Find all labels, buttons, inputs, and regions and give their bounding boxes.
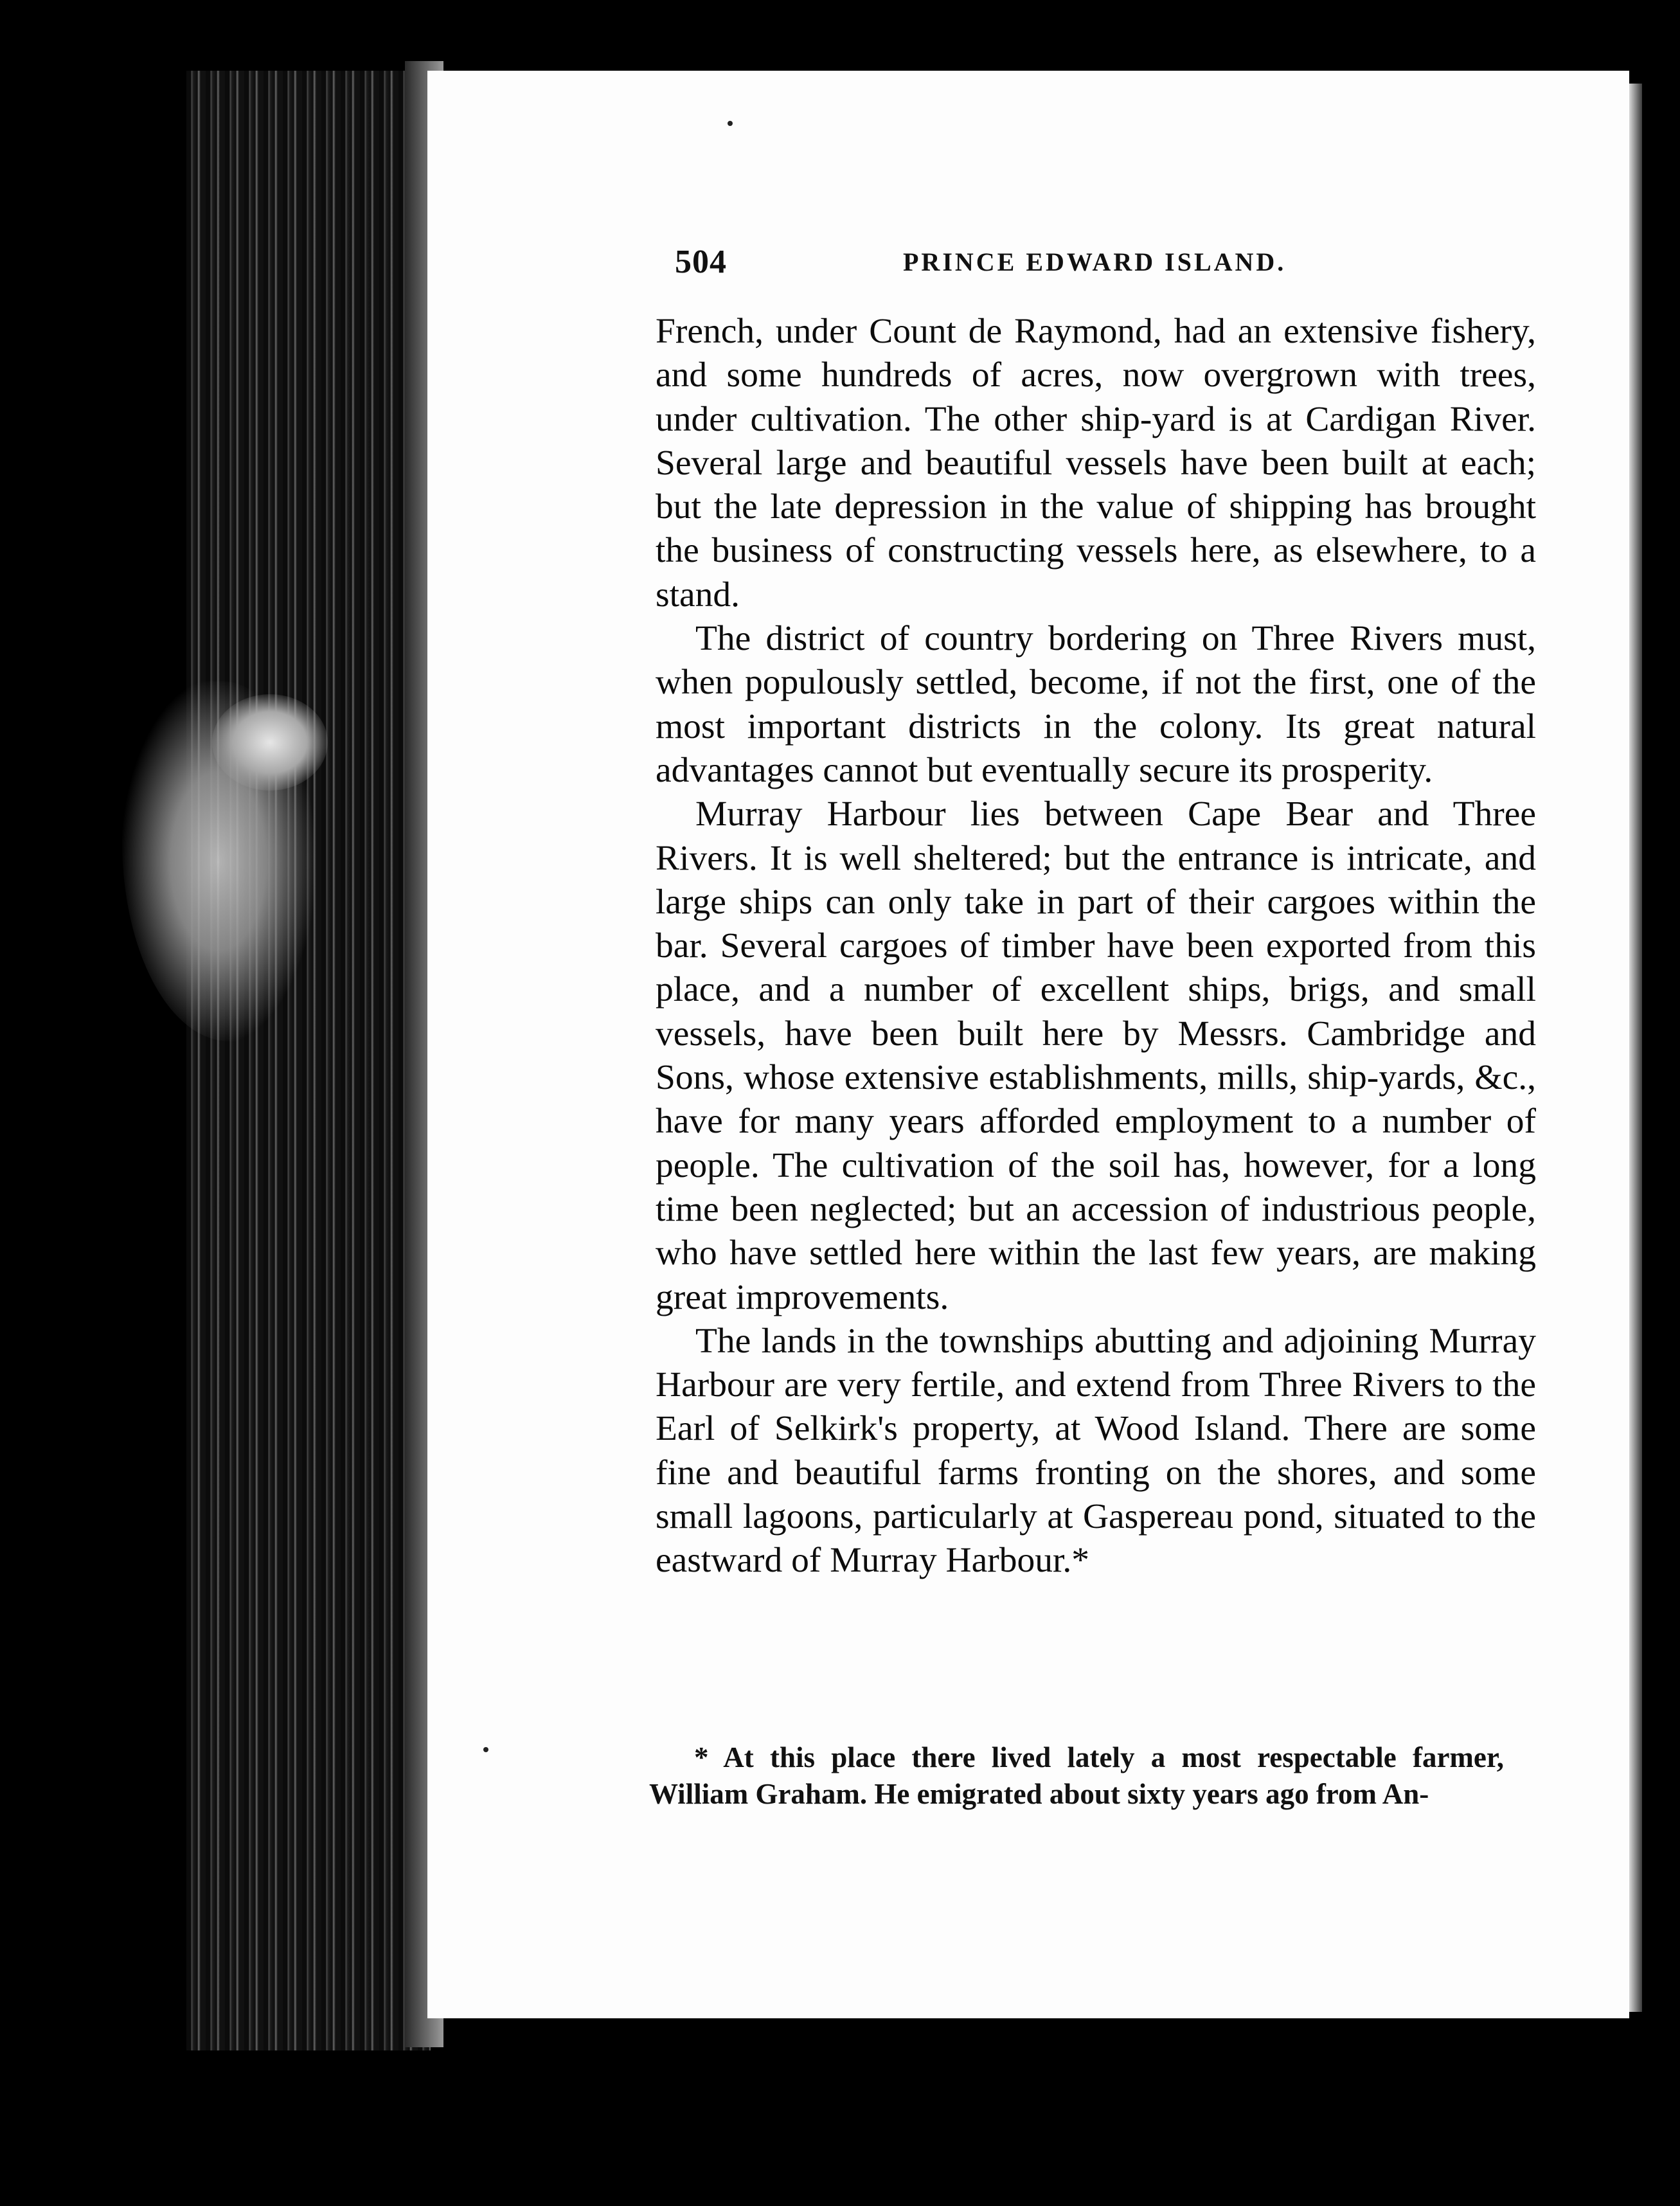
speck [483,1747,488,1752]
paragraph: Murray Harbour lies between Cape Bear and Three Rivers. It is well sheltered; but the entrance is intricate, and large ships can only take in part of their cargoes within the bar. Several cargoes of timber have been exported from this place, and a number of excellent ships, brigs, and small vessels, have been built here by Messrs. Cambridge and Sons, whose extensive establishments, mills, ship-yards, &c., have for many years afforded employment to a number of people. The cultivation of the soil has, however, for a long time been neglected; but an accession of industrious people, who have settled here within the last few years, are making great improvements. [656,794,1536,1317]
page-header [675,243,1350,282]
body-text [656,310,1536,1583]
page-number: 504 [675,244,727,280]
page-right-edge-shadow [1629,84,1642,2012]
speck [728,121,733,126]
paragraph: The district of country bordering on Three Rivers must, when populously settled, become, if not the first, one of the most important districts in the colony. Its great natural advantages cannot but eventually secure its prosperity. [656,619,1536,790]
footnote: * At this place there lived lately a most respectable farmer, William Graham. He emigrated about sixty years ago from An- [649,1741,1504,1810]
running-head: PRINCE EDWARD ISLAND. [903,247,1287,276]
page-edge-stain-highlight [212,694,328,791]
paragraph: French, under Count de Raymond, had an extensive fishery, and some hundreds of acres, now overgrown with trees, under cultivation. The other ship-yard is at Cardigan River. Several large and beautiful vessels have been built at each; but the late depression in the value of shipping has brought the business of constructing vessels here, as elsewhere, to a stand. [656,312,1536,614]
book-page-edges [186,71,431,2050]
paragraph: The lands in the townships abutting and adjoining Murray Harbour are very fertile, and extend from Three Rivers to the Earl of Selkirk's property, at Wood Island. There are some fine and beautiful farms fronting on the shores, and some small lagoons, particularly at Gaspereau pond, situated to the eastward of Murray Harbour.* [656,1321,1536,1581]
